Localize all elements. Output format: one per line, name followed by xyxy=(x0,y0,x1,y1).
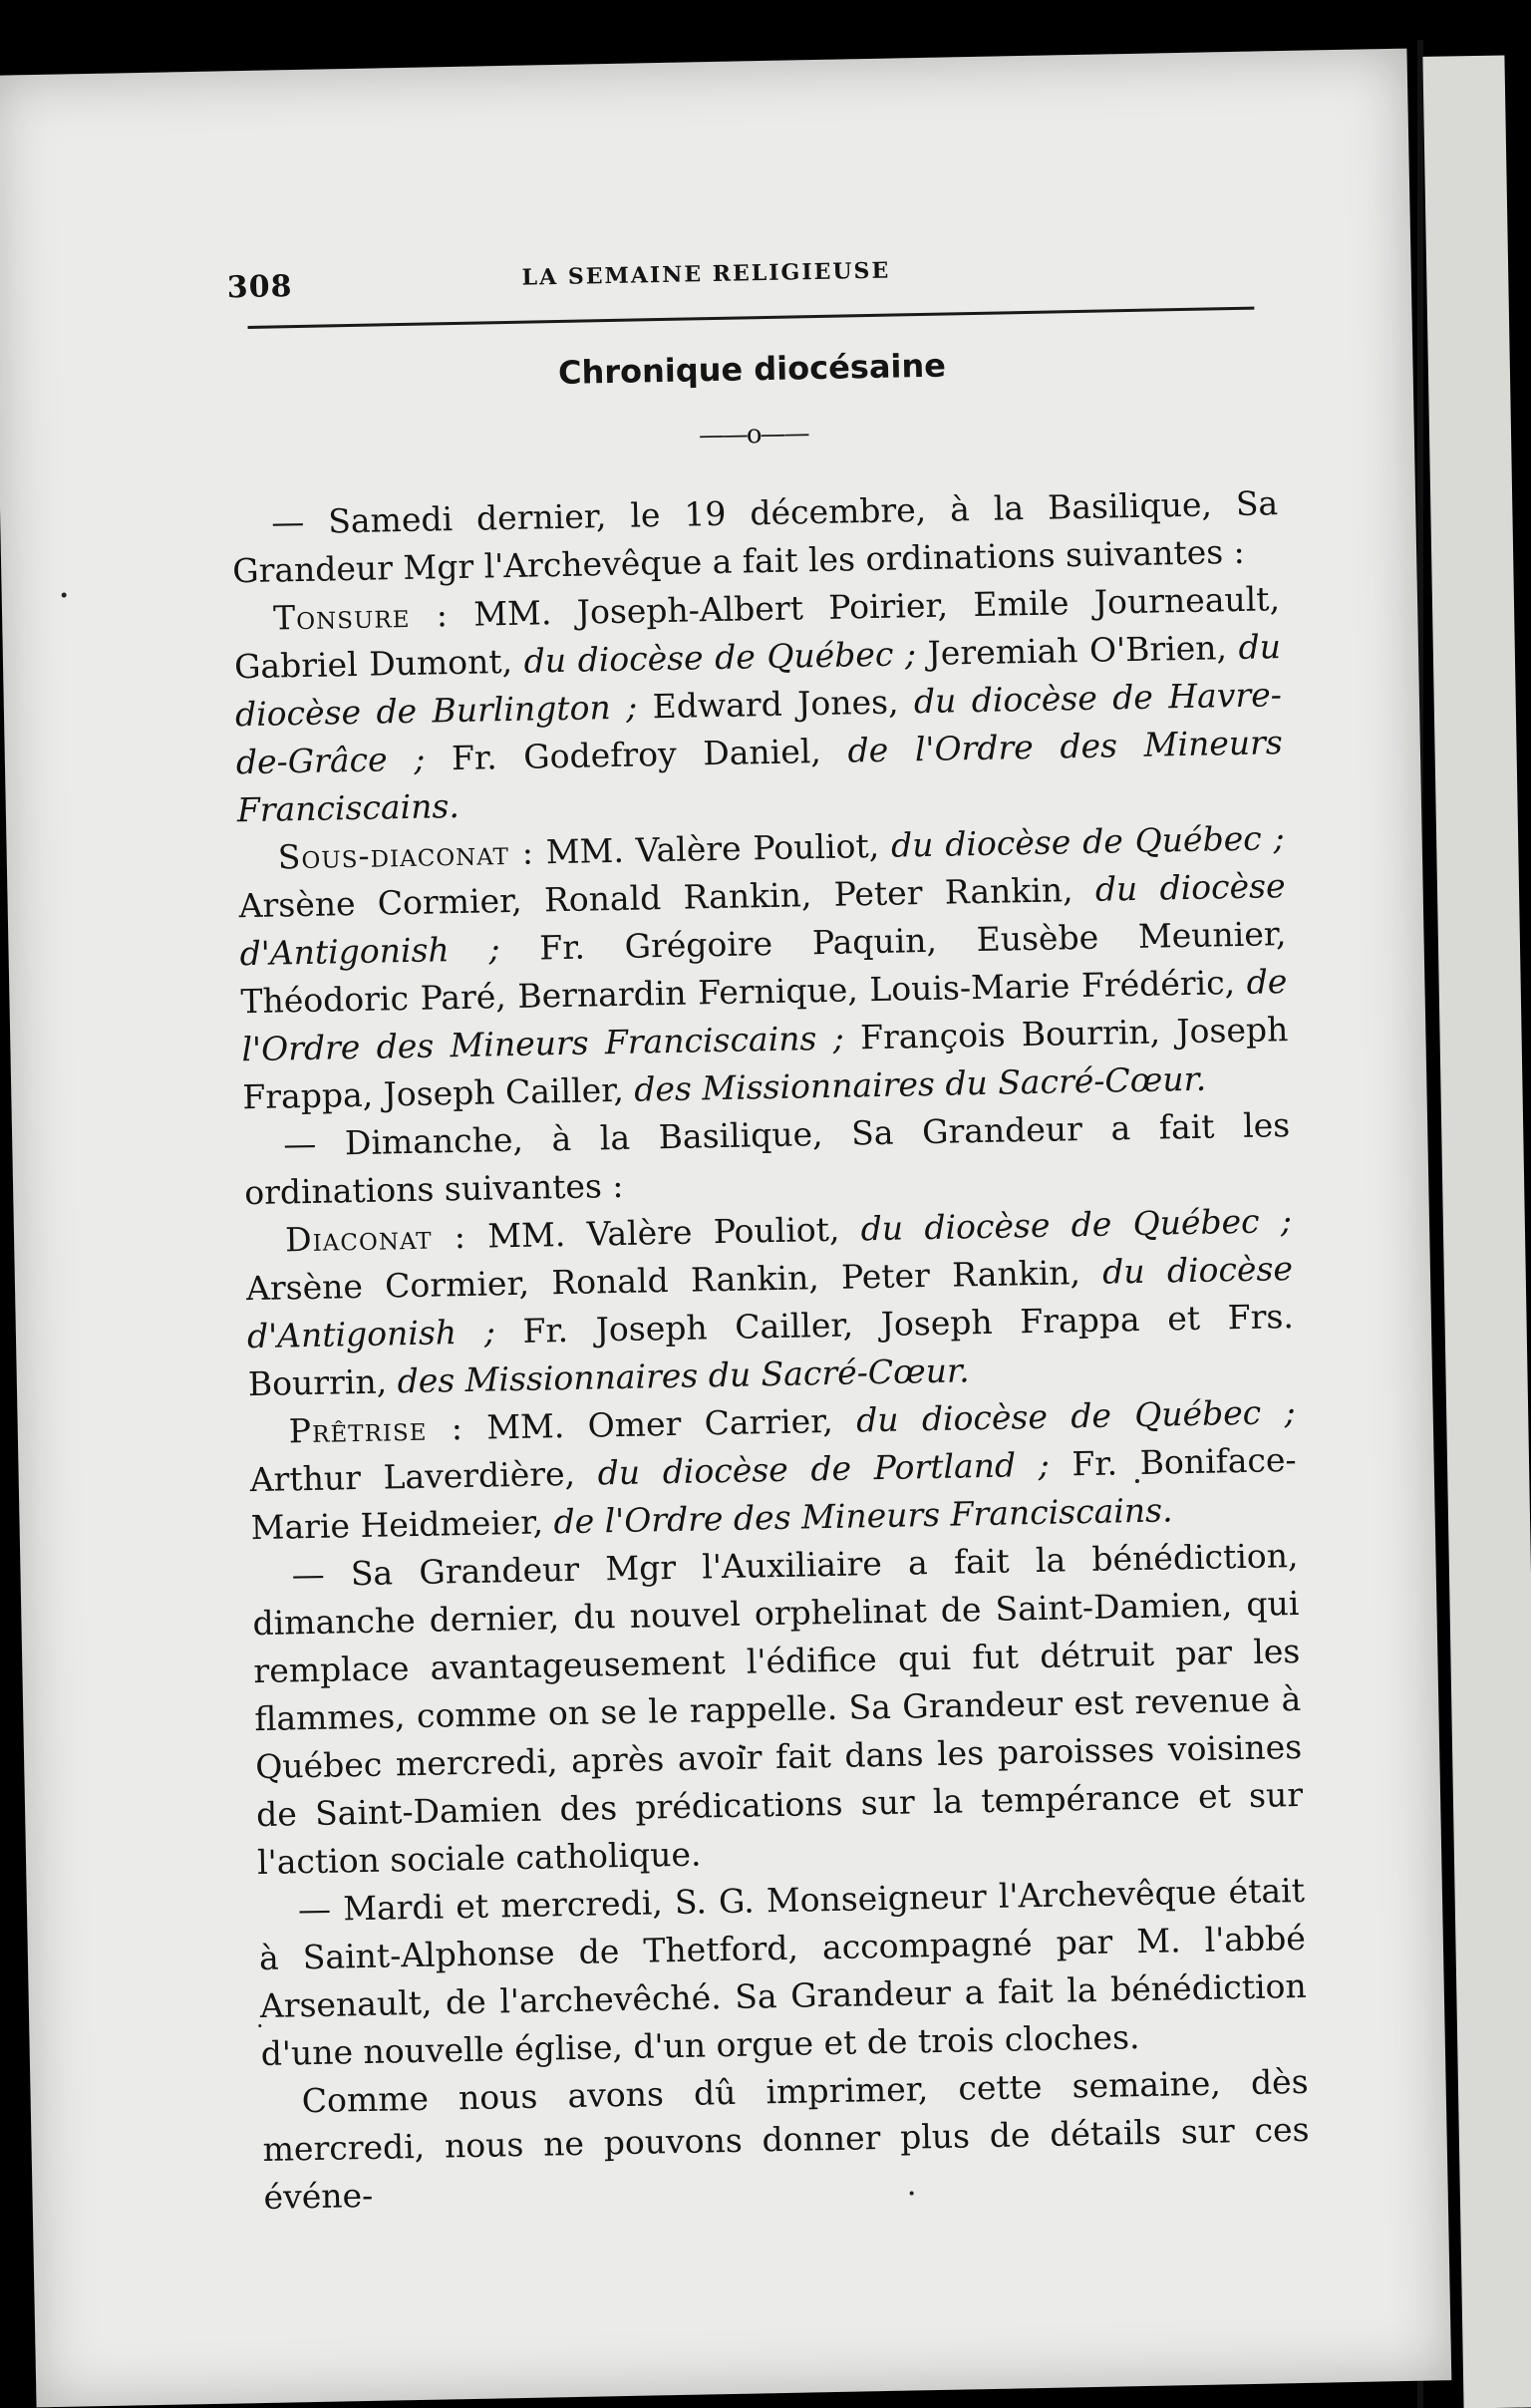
italic-run: du diocèse de Québec ; xyxy=(855,1391,1297,1440)
text-run: MM. Joseph-Albert Poirier, Emile Journeault, Gabriel Dumont, xyxy=(233,579,1281,687)
page-number: 308 xyxy=(226,269,293,306)
page-header xyxy=(225,180,1273,306)
book-page xyxy=(0,49,1451,2408)
paragraph-pretrise xyxy=(248,1388,1298,1552)
text-run: Jeremiah O'Brien, xyxy=(915,627,1239,674)
text-run: Arthur Laverdière, xyxy=(249,1453,599,1500)
italic-run: du diocèse d'Antigonish ; xyxy=(246,1249,1294,1356)
paragraph-orphelinat: — Sa Grandeur Mgr l'Auxiliaire a fait la bénédiction, dimanche dernier, du nouvel orphelinat de Saint-Damien, qui remplace avantageusement l'édifice qui fut détruit par les flammes, comme on se le rappelle. Sa Grandeur est revenue à Québec mercredi, après avoir fait dans les paroisses voisines de Saint-Damien des prédications sur la tempérance et sur l'action sociale catholique. xyxy=(252,1535,1304,1883)
diaconat-label: Diaconat : xyxy=(284,1216,467,1260)
text-run: Arsène Cormier, Ronald Rankin, Peter Rankin, xyxy=(238,869,1096,926)
text-run: Fr. Grégoire Paquin, Eusèbe Meunier, Théodoric Paré, Bernardin Fernique, Louis-Marie Frédéric, xyxy=(240,914,1287,1022)
italic-run: du diocèse de Portland ; xyxy=(597,1444,1051,1493)
article-body xyxy=(231,479,1311,2222)
italic-run: du diocèse de Québec ; xyxy=(860,1201,1293,1249)
text-run: François Bourrin, Joseph Frappa, Joseph Cailler, xyxy=(242,1010,1289,1117)
italic-run: des Missionnaires du Sacré-Cœur. xyxy=(633,1058,1207,1109)
tonsure-label: Tonsure : xyxy=(272,595,450,638)
text-run: Fr. Godefroy Daniel, xyxy=(424,731,848,778)
paragraph-thetford: — Mardi et mercredi, S. G. Monseigneur l'Archevêque était à Saint-Alphonse de Thetford, accompagné par M. l'abbé Arsenault, de l'archevêché. Sa Grandeur a fait la bénédiction d'une nouvelle église, d'un orgue et de trois cloches. xyxy=(258,1870,1308,2074)
text-run: MM. Valère Pouliot, xyxy=(533,825,892,872)
paragraph-diaconat xyxy=(245,1197,1295,1408)
italic-run: de l'Ordre des Mineurs Franciscains. xyxy=(236,723,1284,830)
paragraph-dimanche-intro: — Dimanche, à la Basilique, Sa Grandeur a fait les ordinations suivantes : xyxy=(243,1105,1291,1213)
italic-run: du diocèse d'Antigonish ; xyxy=(239,866,1286,974)
italic-run: de l'Ordre des Mineurs Franciscains. xyxy=(553,1490,1173,1542)
text-run: Edward Jones, xyxy=(636,682,915,727)
italic-run: de l'Ordre des Mineurs Franciscains ; xyxy=(241,962,1288,1069)
running-title: LA SEMAINE RELIGIEUSE xyxy=(521,257,891,291)
italic-run: des Missionnaires du Sacré-Cœur. xyxy=(397,1351,970,1401)
text-run: Fr. Boniface-Marie Heidmeier, xyxy=(250,1439,1297,1548)
paragraph-sous-diaconat xyxy=(237,814,1289,1121)
paragraph-tonsure xyxy=(233,575,1284,834)
header-rule xyxy=(248,307,1255,329)
sous-diaconat-label: Sous-diaconat : xyxy=(277,832,535,877)
text-run: Fr. Joseph Cailler, Joseph Frappa et Frs. Bourrin, xyxy=(247,1297,1295,1404)
text-run: MM. Omer Carrier, xyxy=(462,1400,857,1448)
page-content xyxy=(225,180,1310,2217)
paragraph-ordinations-intro: — Samedi dernier, le 19 décembre, à la Basilique, Sa Grandeur Mgr l'Archevêque a fait les ordinations suivantes : xyxy=(231,483,1279,591)
italic-run: du diocèse de Québec ; xyxy=(890,818,1285,865)
italic-run: du diocèse de Havre-de-Grâce ; xyxy=(235,675,1283,782)
italic-run: du diocèse de Burlington ; xyxy=(234,627,1282,735)
paragraph-closing: Comme nous avons dû imprimer, cette semaine, dès mercredi, nous ne pouvons donner plus de détails sur ces événe- xyxy=(262,2061,1310,2217)
section-ornament: ——o—— xyxy=(698,419,808,452)
text-run: Arsène Cormier, Ronald Rankin, Peter Rankin, xyxy=(245,1252,1103,1309)
text-run: MM. Valère Pouliot, xyxy=(465,1209,862,1256)
pretrise-label: Prêtrise : xyxy=(288,1408,464,1451)
paper-specks xyxy=(0,49,1406,76)
section-title: Chronique diocésaine xyxy=(557,346,947,392)
italic-run: du diocèse de Québec ; xyxy=(523,634,917,681)
